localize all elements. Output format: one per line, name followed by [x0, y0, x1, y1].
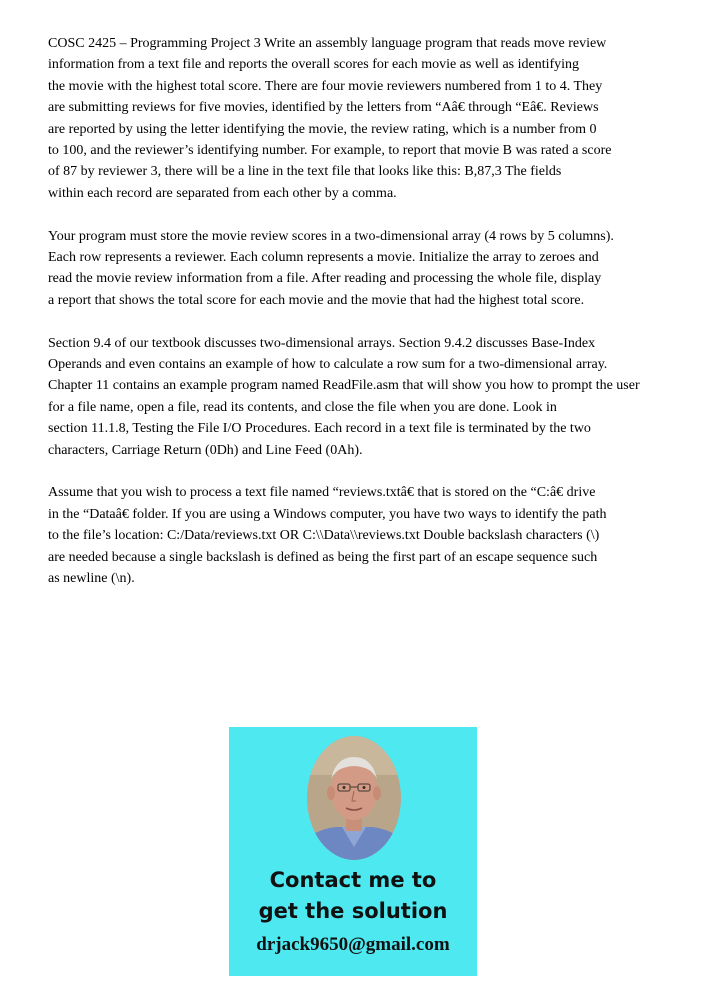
text-line: to the file’s location: C:/Data/reviews.txt OR C:\\Data\\reviews.txt Double backslash characters (\)	[48, 528, 600, 544]
text-line: to 100, and the reviewer’s identifying number. For example, to report that movie B was rated a score	[48, 143, 612, 159]
paragraph-file-path	[48, 482, 668, 589]
text-line: Operands and even contains an example of how to calculate a row sum for a two-dimensional array.	[48, 357, 608, 373]
text-line: are submitting reviews for five movies, identified by the letters from “Aâ€ through “Eâ€. Reviews	[48, 100, 599, 116]
text-line: Section 9.4 of our textbook discusses two-dimensional arrays. Section 9.4.2 discusses Base-Index	[48, 335, 596, 351]
text-line: a report that shows the total score for each movie and the movie that had the highest total score.	[48, 292, 585, 308]
text-line: Each row represents a reviewer. Each column represents a movie. Initialize the array to zeroes and	[48, 250, 599, 266]
paragraph-array-requirements	[48, 226, 668, 312]
promo-heading-line2: get the solution	[258, 899, 448, 923]
text-line: the movie with the highest total score. There are four movie reviewers numbered from 1 to 4. They	[48, 78, 603, 94]
paragraph-project-description	[48, 33, 668, 204]
text-line: Chapter 11 contains an example program named ReadFile.asm that will show you how to prompt the user	[48, 378, 640, 394]
contact-promo-banner[interactable]	[229, 727, 477, 976]
text-line: within each record are separated from each other by a comma.	[48, 185, 397, 201]
portrait-photo	[306, 735, 402, 861]
text-line: as newline (\n).	[48, 571, 135, 587]
text-line: section 11.1.8, Testing the File I/O Procedures. Each record in a text file is terminated by the two	[48, 421, 591, 437]
text-line: are reported by using the letter identifying the movie, the review rating, which is a number from 0	[48, 121, 597, 137]
contact-email[interactable]: drjack9650@gmail.com	[256, 934, 450, 955]
text-line: of 87 by reviewer 3, there will be a line in the text file that looks like this: B,87,3 The fields	[48, 164, 562, 180]
paragraph-textbook-references	[48, 333, 668, 461]
promo-heading-line1: Contact me to	[269, 868, 437, 892]
text-line: Assume that you wish to process a text file named “reviews.txtâ€ that is stored on the “C:â€ drive	[48, 485, 596, 501]
document-body	[48, 33, 668, 611]
text-line: information from a text file and reports the overall scores for each movie as well as identifying	[48, 57, 580, 73]
text-line: COSC 2425 – Programming Project 3 Write an assembly language program that reads move review	[48, 36, 607, 51]
text-line: in the “Dataâ€ folder. If you are using a Windows computer, you have two ways to identify the path	[48, 506, 607, 522]
text-line: read the movie review information from a file. After reading and processing the whole file, display	[48, 271, 602, 287]
text-line: characters, Carriage Return (0Dh) and Line Feed (0Ah).	[48, 442, 363, 458]
text-line: are needed because a single backslash is defined as being the first part of an escape sequence such	[48, 549, 598, 565]
text-line: for a file name, open a file, read its contents, and close the file when you are done. Look in	[48, 399, 557, 415]
text-line: Your program must store the movie review scores in a two-dimensional array (4 rows by 5 columns).	[48, 228, 614, 244]
